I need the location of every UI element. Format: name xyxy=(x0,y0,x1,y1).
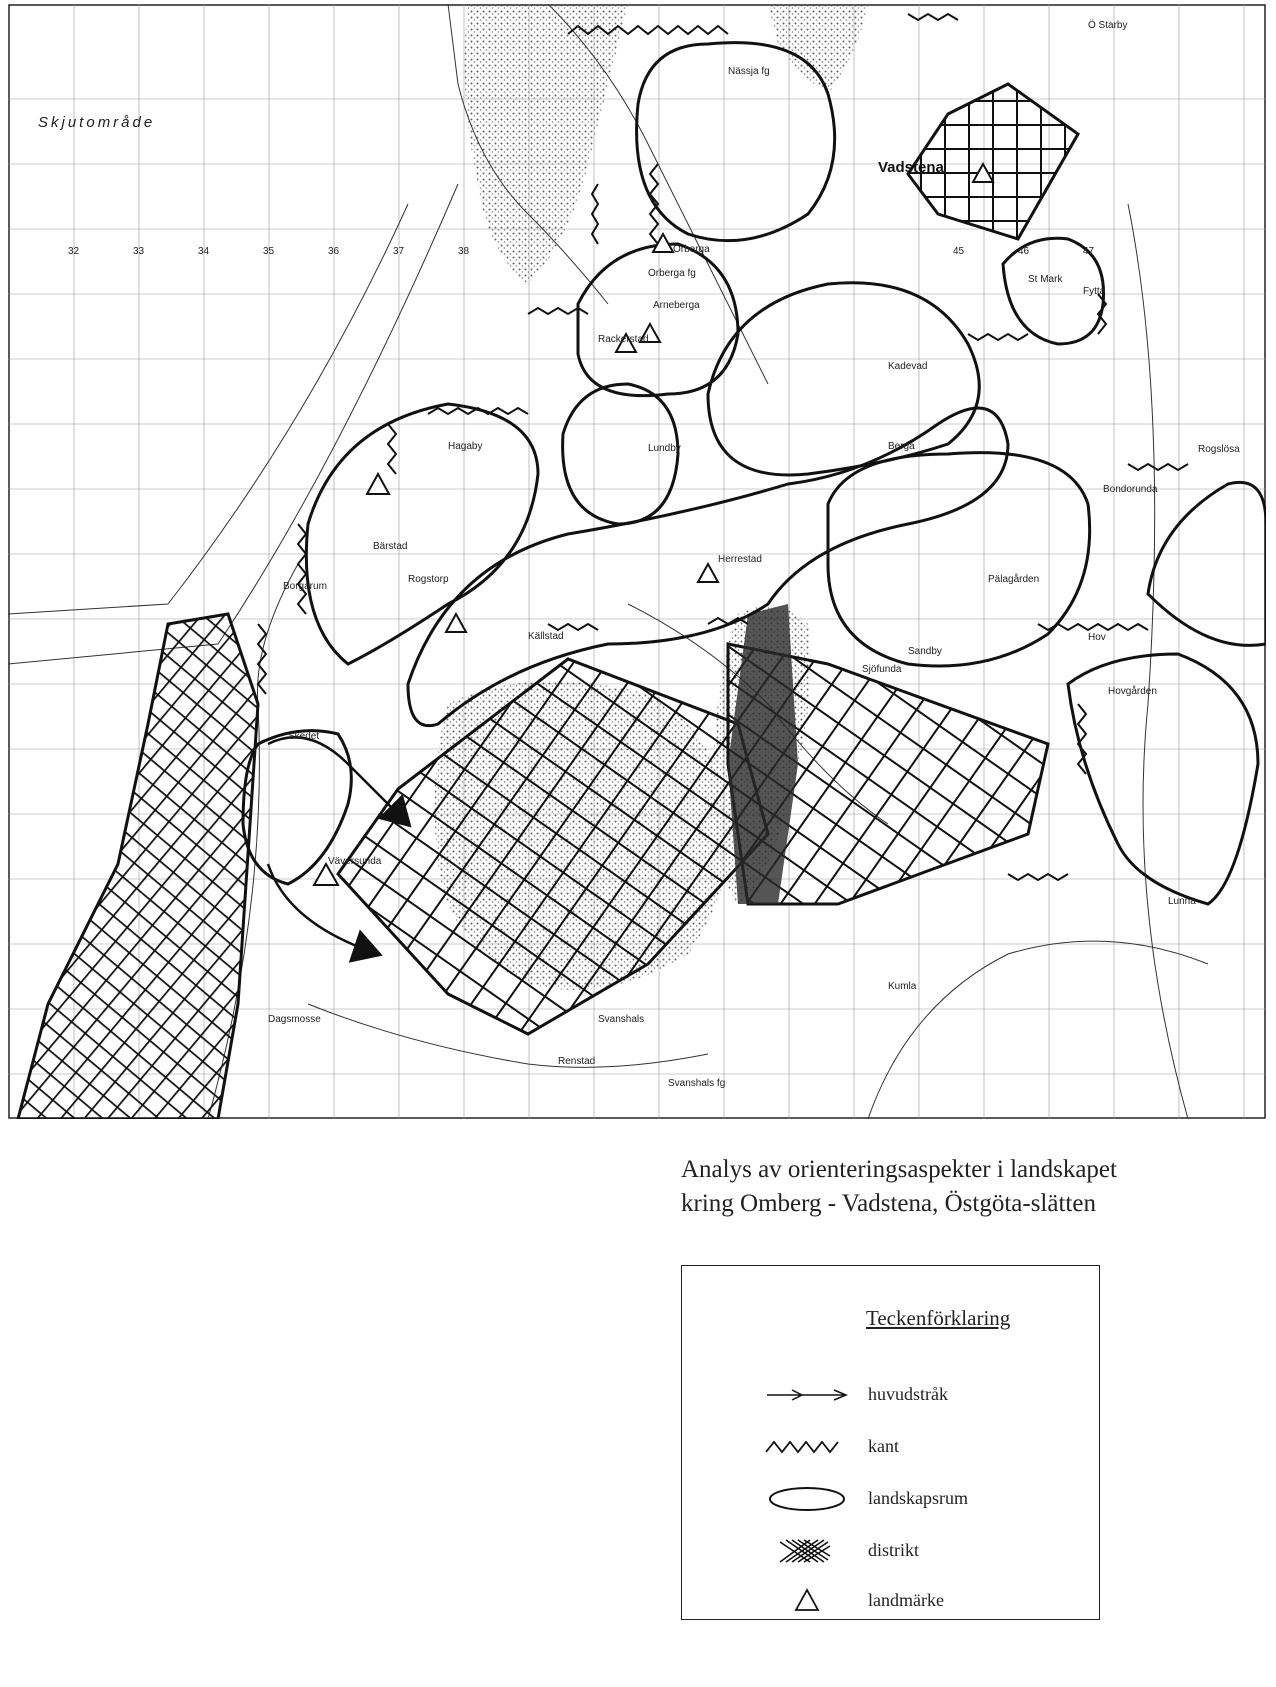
svg-text:33: 33 xyxy=(133,246,145,257)
svg-text:Källstad: Källstad xyxy=(528,631,564,642)
svg-text:Ö Starby: Ö Starby xyxy=(1088,20,1128,31)
svg-text:Lunna: Lunna xyxy=(1168,896,1196,907)
svg-text:Bärstad: Bärstad xyxy=(373,541,408,552)
map xyxy=(8,4,1266,1119)
zigzag-icon xyxy=(762,1432,852,1462)
svg-text:34: 34 xyxy=(198,246,210,257)
legend-item-landmarke xyxy=(682,1584,1099,1624)
svg-text:Kumla: Kumla xyxy=(888,981,917,992)
map-caption xyxy=(681,1153,1241,1221)
legend-label: landskapsrum xyxy=(868,1488,968,1508)
svg-text:Svanshals fg: Svanshals fg xyxy=(668,1078,726,1089)
legend xyxy=(681,1265,1100,1620)
svg-text:Rogslösa: Rogslösa xyxy=(1198,444,1240,455)
svg-text:Orberga: Orberga xyxy=(673,244,710,255)
svg-text:Hagaby: Hagaby xyxy=(448,441,483,452)
svg-text:Bondorunda: Bondorunda xyxy=(1103,484,1158,495)
legend-label: kant xyxy=(868,1436,899,1456)
svg-text:Sjöfunda: Sjöfunda xyxy=(862,664,902,675)
legend-label: landmärke xyxy=(868,1590,944,1610)
legend-label: huvudstråk xyxy=(868,1384,948,1404)
legend-item-landskapsrum xyxy=(682,1482,1099,1522)
svg-text:Arneberga: Arneberga xyxy=(653,300,700,311)
svg-text:Fytta: Fytta xyxy=(1083,286,1106,297)
legend-title: Teckenförklaring xyxy=(866,1306,1011,1330)
triangle-icon xyxy=(762,1586,852,1616)
svg-text:Sandby: Sandby xyxy=(908,646,942,657)
svg-text:35: 35 xyxy=(263,246,275,257)
legend-item-distrikt xyxy=(682,1534,1099,1574)
svg-text:Borgarum: Borgarum xyxy=(283,581,327,592)
svg-text:Renstad: Renstad xyxy=(558,1056,596,1067)
svg-text:Väversunda: Väversunda xyxy=(328,856,382,867)
svg-text:Dagsmosse: Dagsmosse xyxy=(268,1014,321,1025)
svg-text:Nässja fg: Nässja fg xyxy=(728,66,770,77)
svg-text:37: 37 xyxy=(393,246,405,257)
svg-text:Herrestad: Herrestad xyxy=(718,554,762,565)
svg-text:Berga: Berga xyxy=(888,441,915,452)
svg-text:Svanshals: Svanshals xyxy=(598,1014,645,1025)
caption-line-1: Analys av orienteringsaspekter i landskapet xyxy=(681,1156,1117,1183)
legend-label: distrikt xyxy=(868,1540,920,1560)
crosshatch-icon xyxy=(762,1536,852,1566)
area-label: Skjutområde xyxy=(38,114,156,131)
legend-item-huvudstrak xyxy=(682,1378,1099,1418)
svg-text:St Mark: St Mark xyxy=(1028,274,1063,285)
svg-text:46: 46 xyxy=(1018,246,1030,257)
svg-text:Lundby: Lundby xyxy=(648,443,681,454)
svg-text:Kadevad: Kadevad xyxy=(888,361,928,372)
svg-text:Rackerstad: Rackerstad xyxy=(598,334,649,345)
ellipse-icon xyxy=(762,1484,852,1514)
svg-text:36: 36 xyxy=(328,246,340,257)
svg-text:Hovgården: Hovgården xyxy=(1108,686,1157,697)
svg-text:45: 45 xyxy=(953,246,965,257)
svg-text:Hov: Hov xyxy=(1088,632,1106,643)
svg-text:47: 47 xyxy=(1083,246,1095,257)
caption-line-2: kring Omberg - Vadstena, Östgöta-slätten xyxy=(681,1190,1096,1217)
arrow-line-icon xyxy=(762,1380,852,1410)
legend-item-kant xyxy=(682,1430,1099,1470)
svg-text:32: 32 xyxy=(68,246,80,257)
town-label: Vadstena xyxy=(878,159,944,176)
svg-text:Rogstorp: Rogstorp xyxy=(408,574,449,585)
svg-text:38: 38 xyxy=(458,246,470,257)
svg-text:Skedet: Skedet xyxy=(288,731,320,742)
svg-text:Pälagården: Pälagården xyxy=(988,574,1040,585)
svg-text:Orberga fg: Orberga fg xyxy=(648,268,696,279)
